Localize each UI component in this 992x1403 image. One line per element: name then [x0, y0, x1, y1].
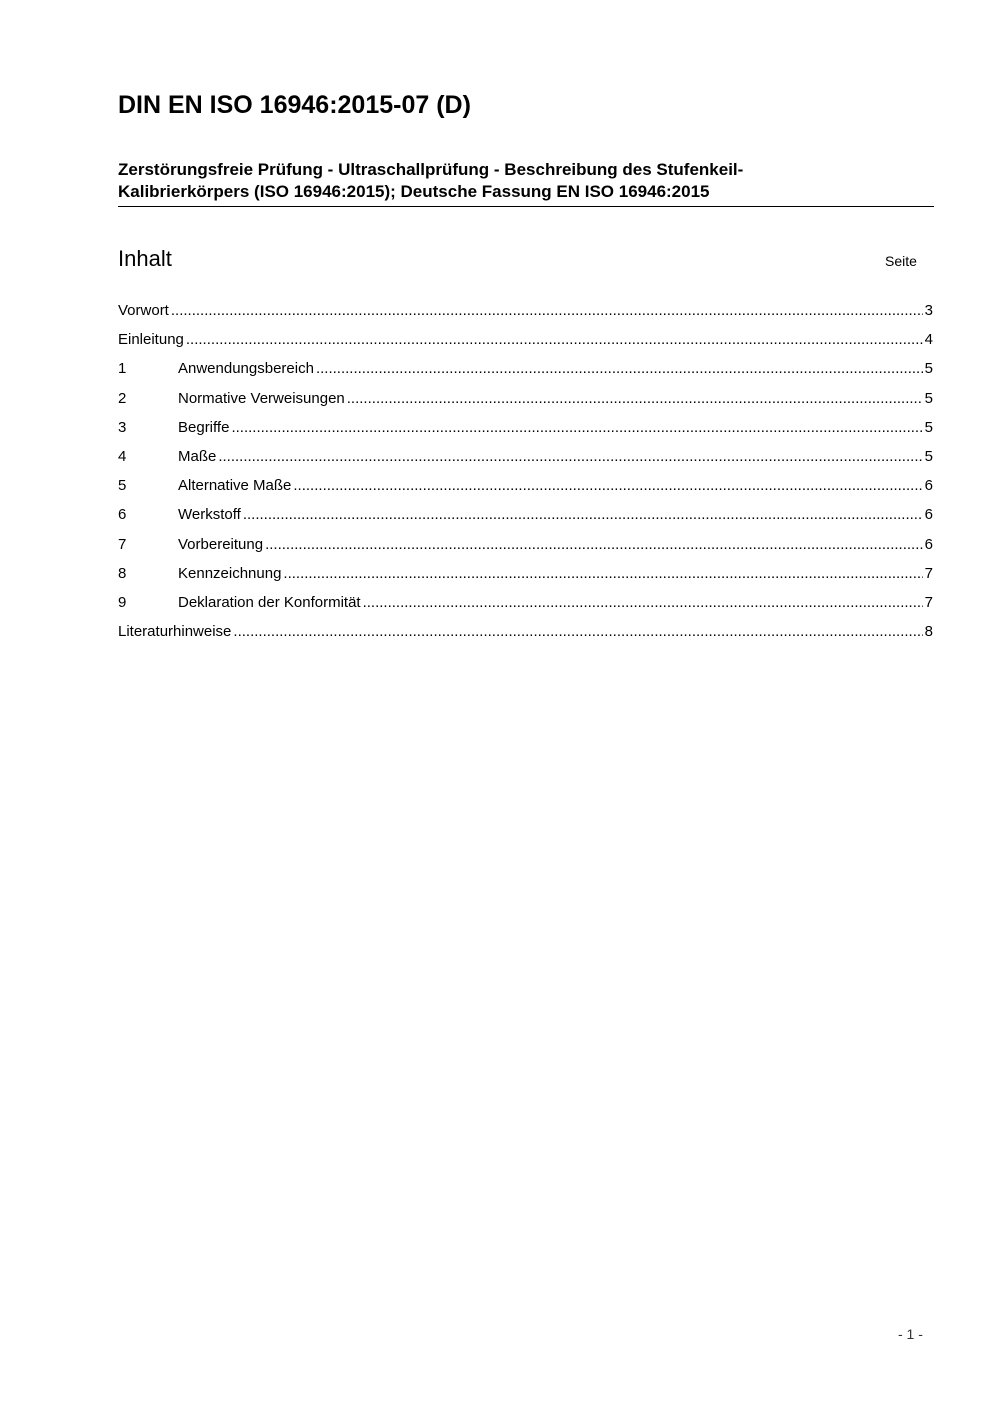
toc-entry-label: Begriffe: [178, 418, 230, 436]
toc-entry-vorbereitung[interactable]: [118, 535, 933, 564]
toc-entry-kennzeichnung[interactable]: [118, 564, 933, 593]
toc-dot-leader: [265, 535, 923, 555]
toc-dot-leader: [243, 505, 923, 525]
toc-entry-number: 8: [118, 564, 127, 582]
document-subtitle: [118, 159, 933, 203]
toc-entry-alternative-masse[interactable]: [118, 476, 933, 505]
toc-entry-page: 5: [924, 360, 933, 378]
title-divider: [118, 206, 934, 207]
toc-entry-label: Werkstoff: [178, 506, 241, 524]
toc-entry-label: Deklaration der Konformität: [178, 593, 361, 611]
toc-entry-page: 5: [924, 418, 933, 436]
document-subtitle-line-2: Kalibrierkörpers (ISO 16946:2015); Deutsche Fassung EN ISO 16946:2015: [118, 182, 710, 201]
toc-dot-leader: [218, 447, 922, 467]
table-of-contents: [118, 301, 933, 651]
toc-entry-label: Literaturhinweise: [118, 623, 232, 641]
toc-entry-label: Normative Verweisungen: [178, 389, 345, 407]
toc-dot-leader: [283, 564, 922, 584]
toc-entry-anwendungsbereich[interactable]: [118, 359, 933, 388]
toc-entry-page: 8: [924, 623, 933, 641]
toc-entry-page: 5: [924, 389, 933, 407]
toc-entry-label: Anwendungsbereich: [178, 360, 314, 378]
toc-entry-number: 7: [118, 535, 127, 553]
toc-entry-page: 7: [924, 593, 933, 611]
toc-entry-label: Maße: [178, 447, 217, 465]
toc-entry-page: 6: [924, 477, 933, 495]
toc-dot-leader: [171, 301, 923, 321]
toc-entry-number: 2: [118, 389, 127, 407]
toc-dot-leader: [363, 593, 923, 613]
toc-entry-page: 4: [924, 331, 933, 349]
toc-page-column-label: Seite: [885, 253, 917, 269]
toc-dot-leader: [293, 476, 922, 496]
toc-entry-label: Kennzeichnung: [178, 564, 282, 582]
toc-entry-page: 6: [924, 535, 933, 553]
toc-dot-leader: [316, 359, 923, 379]
toc-entry-number: 9: [118, 593, 127, 611]
toc-entry-werkstoff[interactable]: [118, 505, 933, 534]
toc-entry-page: 3: [924, 302, 933, 319]
toc-entry-page: 5: [924, 447, 933, 465]
document-subtitle-line-1: Zerstörungsfreie Prüfung - Ultraschallprüfung - Beschreibung des Stufenkeil-: [118, 160, 744, 179]
toc-entry-literaturhinweise[interactable]: [118, 622, 933, 651]
toc-dot-leader: [347, 389, 923, 409]
toc-entry-label: Alternative Maße: [178, 477, 292, 495]
toc-entry-label: Vorbereitung: [178, 535, 264, 553]
toc-entry-label: Einleitung: [118, 331, 184, 349]
toc-heading: Inhalt: [118, 246, 172, 271]
toc-entry-label: Vorwort: [118, 302, 169, 319]
toc-entry-number: 1: [118, 360, 127, 378]
toc-entry-deklaration-der-konformitaet[interactable]: [118, 593, 933, 622]
toc-entry-number: 3: [118, 418, 127, 436]
toc-entry-page: 6: [924, 506, 933, 524]
document-title: DIN EN ISO 16946:2015-07 (D): [118, 91, 471, 119]
toc-entry-number: 6: [118, 506, 127, 524]
toc-entry-vorwort[interactable]: [118, 301, 933, 330]
toc-entry-normative-verweisungen[interactable]: [118, 389, 933, 418]
toc-entry-number: 4: [118, 447, 127, 465]
toc-entry-number: 5: [118, 477, 127, 495]
toc-entry-begriffe[interactable]: [118, 418, 933, 447]
toc-dot-leader: [231, 418, 922, 438]
toc-entry-page: 7: [924, 564, 933, 582]
toc-entry-masse[interactable]: [118, 447, 933, 476]
page-number: - 1 -: [898, 1326, 923, 1342]
toc-entry-einleitung[interactable]: [118, 330, 933, 359]
toc-dot-leader: [233, 622, 922, 642]
toc-dot-leader: [186, 330, 923, 350]
